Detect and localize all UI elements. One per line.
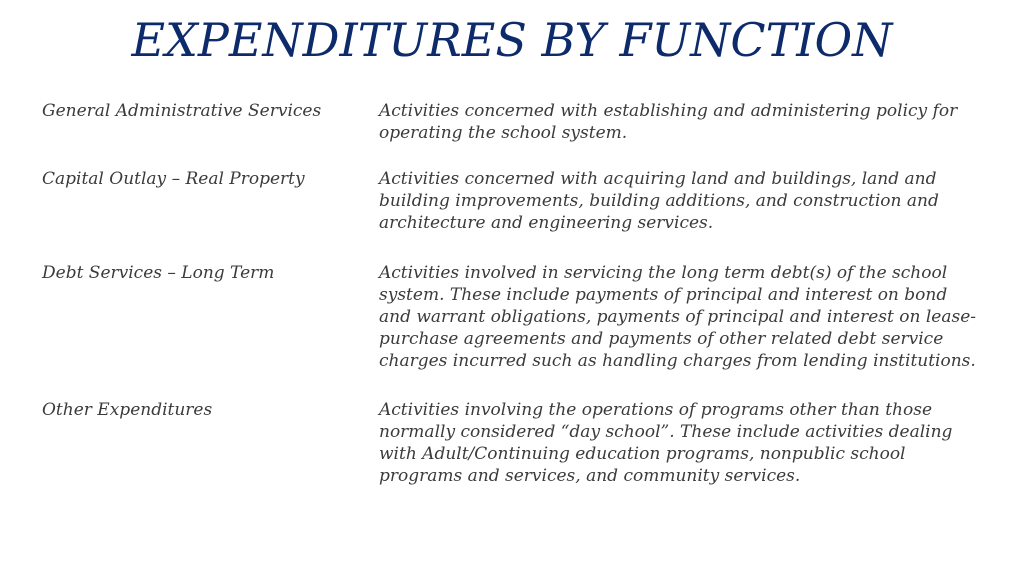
function-term: Capital Outlay – Real Property	[42, 169, 305, 189]
function-definition: Activities concerned with acquiring land and buildings, land and building improvements, building additions, and construction and architecture and engineering services.	[379, 169, 939, 233]
slide-title: EXPENDITURES BY FUNCTION	[131, 13, 893, 67]
function-definition: Activities involving the operations of programs other than those normally considered “day school”. These include activities dealing with Adult/Continuing education programs, nonpublic school programs and services, and community services.	[379, 400, 953, 486]
function-term: Other Expenditures	[42, 400, 213, 420]
function-term: General Administrative Services	[42, 101, 322, 121]
function-definition: Activities concerned with establishing and administering policy for operating the school system.	[379, 101, 958, 143]
function-definition: Activities involved in servicing the long term debt(s) of the school system. These include payments of principal and interest on bond and warrant obligations, payments of principal and interest on lease- purchase agreements and payments of other related debt service charges incurred such as handling charges from lending institutions.	[379, 263, 977, 371]
function-term: Debt Services – Long Term	[42, 263, 275, 283]
